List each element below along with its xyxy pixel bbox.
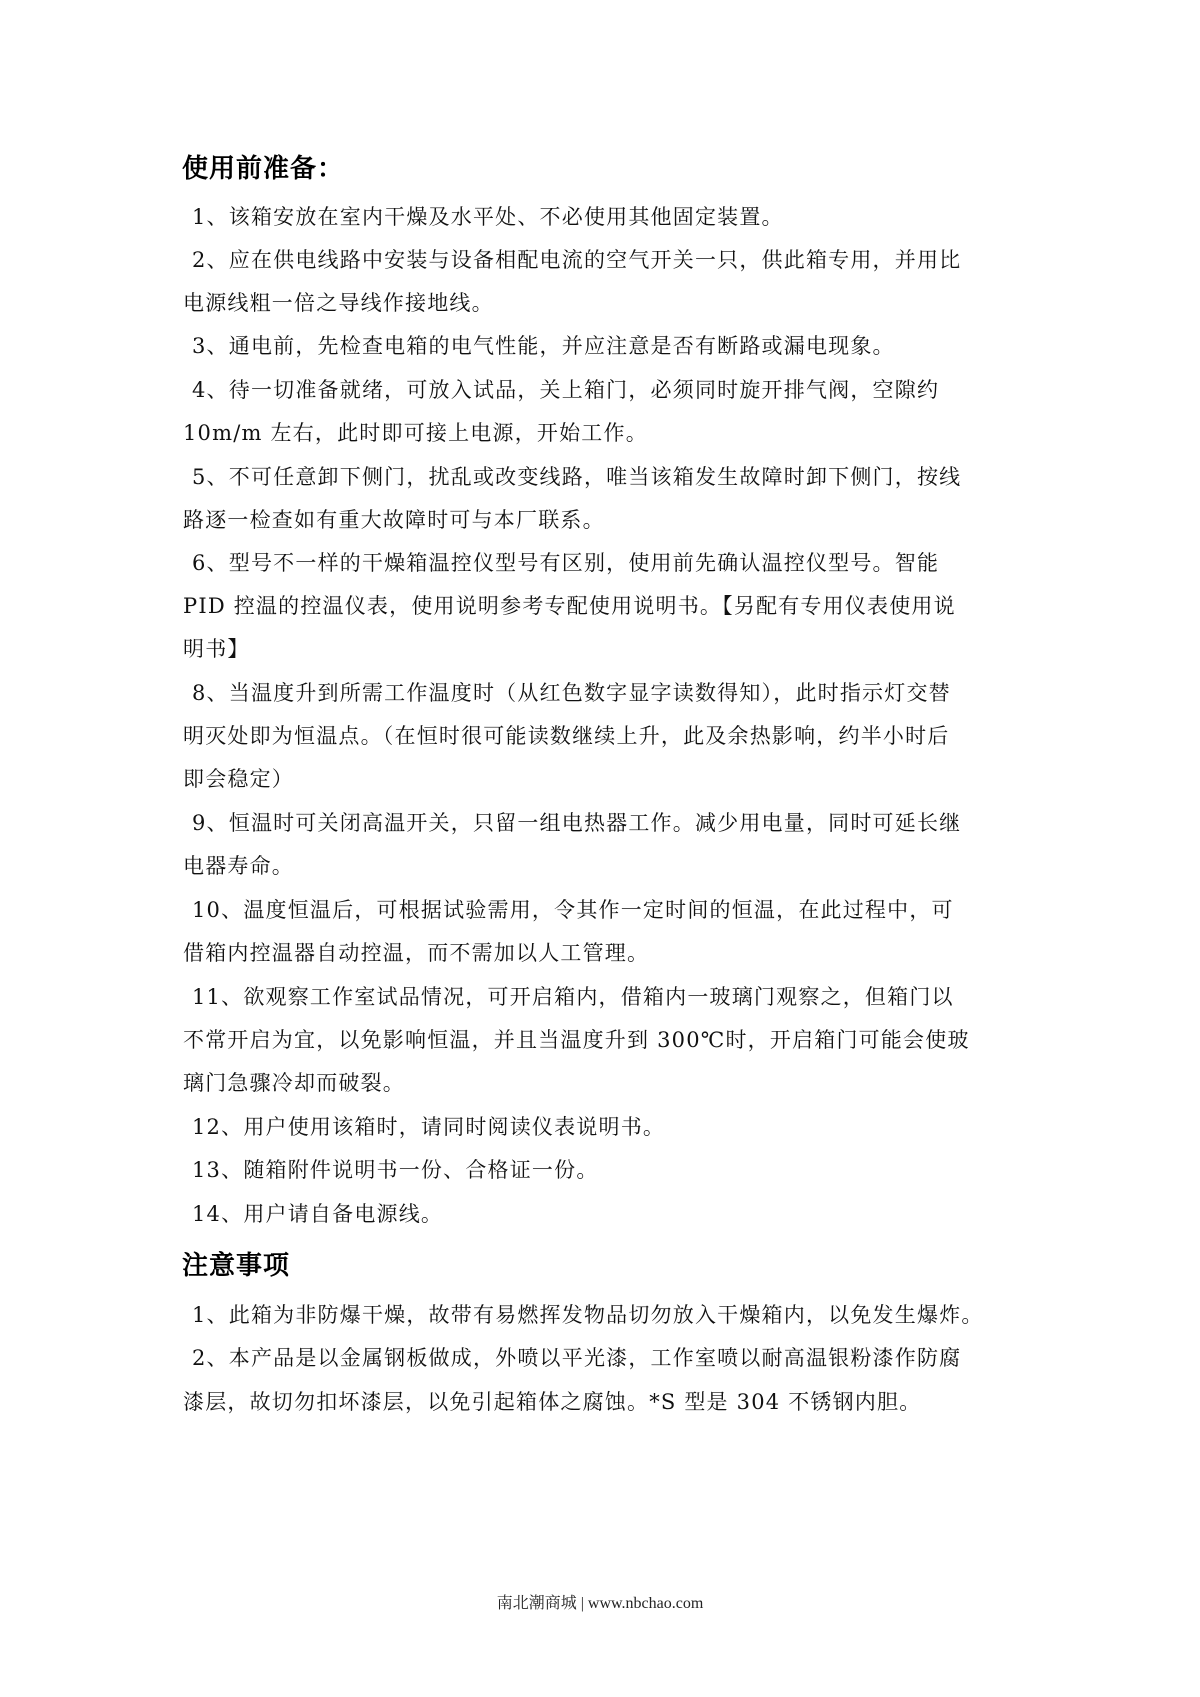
page-footer: 南北潮商城 | www.nbchao.com xyxy=(496,1595,704,1612)
paragraph-line: 明书】 xyxy=(183,637,250,661)
paragraph-line: 路逐一检查如有重大故障时可与本厂联系。 xyxy=(183,508,605,532)
paragraph-line: 1、该箱安放在室内干燥及水平处、不必使用其他固定装置。 xyxy=(192,205,784,229)
paragraph-line: 2、应在供电线路中安装与设备相配电流的空气开关一只，供此箱专用，并用比 xyxy=(192,248,962,272)
paragraph-line: 借箱内控温器自动控温，而不需加以人工管理。 xyxy=(183,941,650,965)
paragraph-line: 6、型号不一样的干燥箱温控仪型号有区别，使用前先确认温控仪型号。智能 xyxy=(192,551,940,575)
paragraph-line: 12、用户使用该箱时，请同时阅读仪表说明书。 xyxy=(192,1115,666,1139)
paragraph-line: 10m/m 左右，此时即可接上电源，开始工作。 xyxy=(183,421,648,445)
paragraph-line: 5、不可任意卸下侧门，扰乱或改变线路，唯当该箱发生故障时卸下侧门，按线 xyxy=(192,465,962,489)
paragraph-line: 10、温度恒温后，可根据试验需用，令其作一定时间的恒温，在此过程中，可 xyxy=(192,898,954,922)
paragraph-line: 1、此箱为非防爆干燥，故带有易燃挥发物品切勿放入干燥箱内，以免发生爆炸。 xyxy=(192,1303,984,1327)
section-title-notes: 注意事项 xyxy=(182,1251,291,1281)
paragraph-line: 即会稳定） xyxy=(183,767,294,791)
paragraph-line: 电器寿命。 xyxy=(183,854,294,878)
paragraph-line: 11、欲观察工作室试品情况，可开启箱内，借箱内一玻璃门观察之，但箱门以 xyxy=(192,985,954,1009)
paragraph-line: 8、当温度升到所需工作温度时（从红色数字显字读数得知），此时指示灯交替 xyxy=(192,681,951,705)
paragraph-line: 璃门急骤冷却而破裂。 xyxy=(183,1071,405,1095)
paragraph-line: 4、待一切准备就绪，可放入试品，关上箱门，必须同时旋开排气阀，空隙约 xyxy=(192,378,940,402)
paragraph-line: 2、本产品是以金属钢板做成，外喷以平光漆，工作室喷以耐高温银粉漆作防腐 xyxy=(192,1346,962,1370)
paragraph-line: PID 控温的控温仪表，使用说明参考专配使用说明书。【另配有专用仪表使用说 xyxy=(183,594,956,618)
paragraph-line: 漆层，故切勿扣坏漆层，以免引起箱体之腐蚀。*S 型是 304 不锈钢内胆。 xyxy=(183,1390,922,1414)
paragraph-line: 3、通电前，先检查电箱的电气性能，并应注意是否有断路或漏电现象。 xyxy=(192,334,895,358)
paragraph-line: 不常开启为宜，以免影响恒温，并且当温度升到 300℃时，开启箱门可能会使玻 xyxy=(183,1028,970,1052)
section-title-preparation: 使用前准备： xyxy=(182,154,345,184)
paragraph-line: 电源线粗一倍之导线作接地线。 xyxy=(183,291,494,315)
paragraph-line: 14、用户请自备电源线。 xyxy=(192,1202,444,1226)
paragraph-line: 明灭处即为恒温点。（在恒时很可能读数继续上升，此及余热影响，约半小时后 xyxy=(183,724,950,748)
paragraph-line: 9、恒温时可关闭高温开关，只留一组电热器工作。减少用电量，同时可延长继 xyxy=(192,811,962,835)
paragraph-line: 13、随箱附件说明书一份、合格证一份。 xyxy=(192,1158,599,1182)
